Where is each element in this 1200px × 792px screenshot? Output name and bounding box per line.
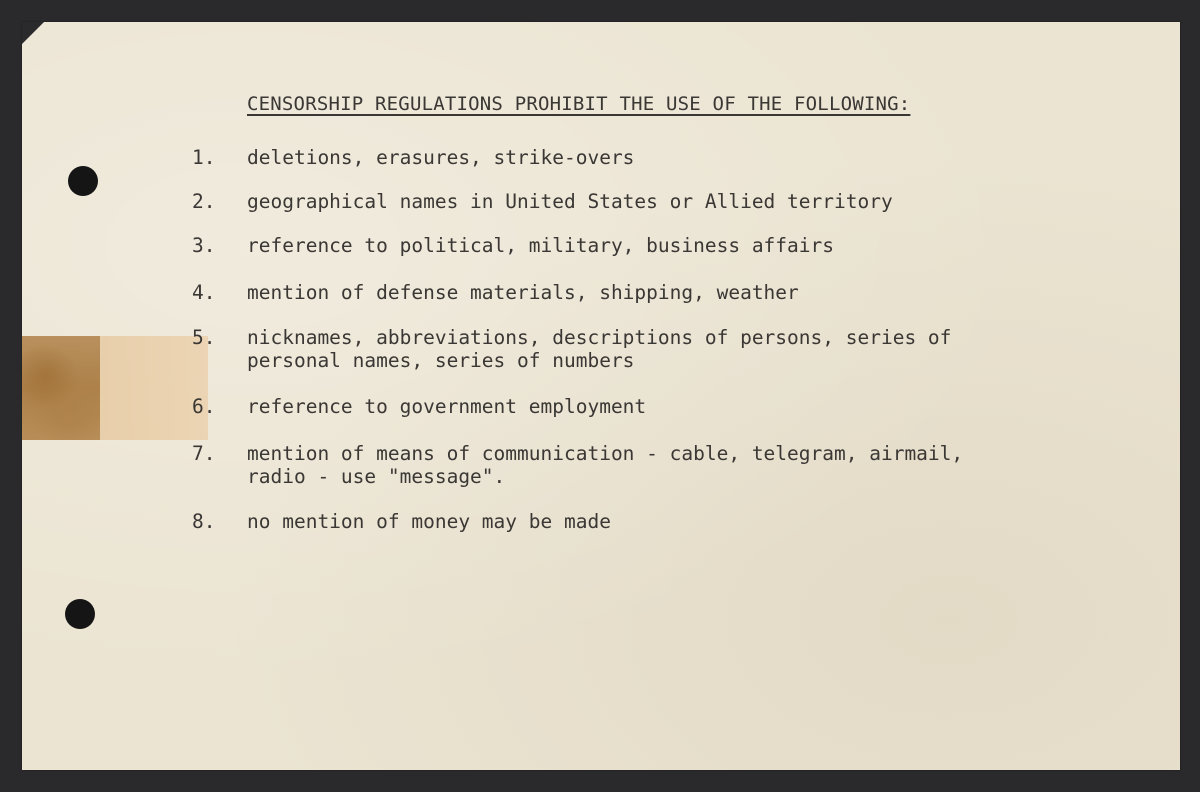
list-item-text: reference to government employment xyxy=(247,395,647,418)
list-item-number: 3. xyxy=(192,234,216,257)
list-item-text: deletions, erasures, strike-overs xyxy=(247,146,635,169)
list-item-number: 1. xyxy=(192,146,216,169)
document-page xyxy=(22,22,1180,770)
list-item-number: 8. xyxy=(192,510,216,533)
list-item-text: geographical names in United States or Allied territory xyxy=(247,190,893,213)
list-item-text: nicknames, abbreviations, descriptions of persons, series of personal names, series of numbers xyxy=(247,326,952,372)
list-item-text: no mention of money may be made xyxy=(247,510,611,533)
list-item-text: mention of defense materials, shipping, weather xyxy=(247,281,799,304)
list-item-number: 7. xyxy=(192,442,216,465)
list-item-text: reference to political, military, business affairs xyxy=(247,234,834,257)
list-item-number: 5. xyxy=(192,326,216,349)
document-heading: CENSORSHIP REGULATIONS PROHIBIT THE USE OF THE FOLLOWING: xyxy=(247,93,911,115)
list-item-number: 6. xyxy=(192,395,216,418)
document-text xyxy=(22,22,1180,770)
list-item-text: mention of means of communication - cable, telegram, airmail, radio - use "message". xyxy=(247,442,964,488)
list-item-number: 4. xyxy=(192,281,216,304)
list-item-number: 2. xyxy=(192,190,216,213)
